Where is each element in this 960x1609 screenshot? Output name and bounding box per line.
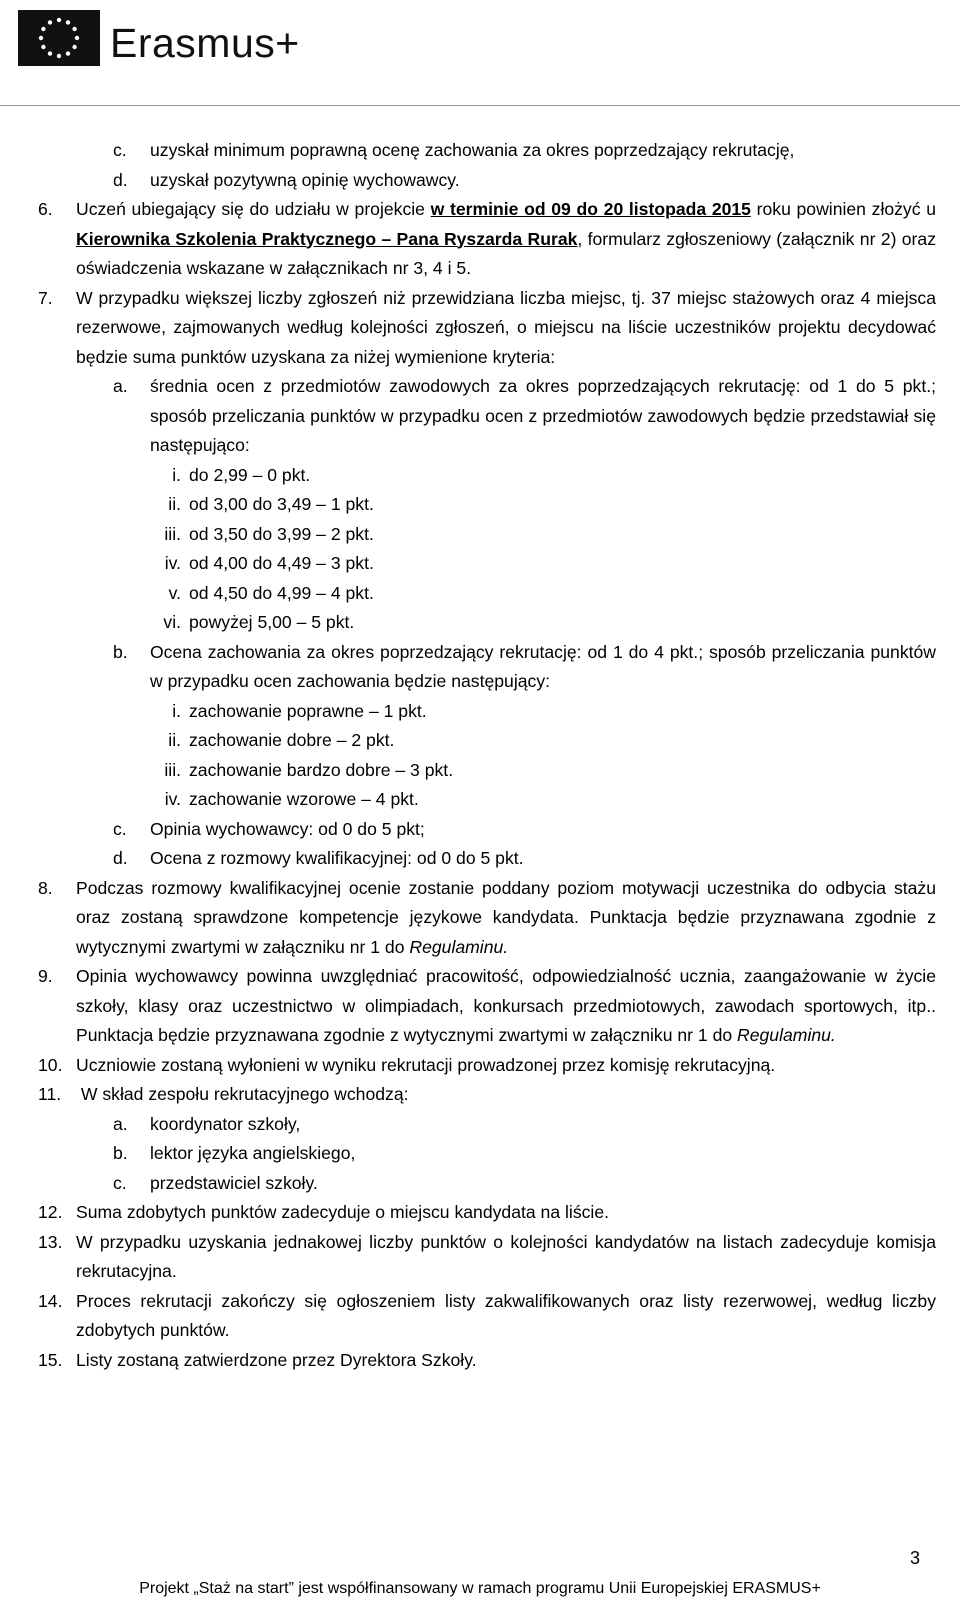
paragraph-9 bbox=[38, 962, 936, 1051]
list-item bbox=[38, 579, 936, 609]
paragraph-8 bbox=[38, 874, 936, 963]
item-marker: i. bbox=[172, 700, 181, 721]
list-item bbox=[38, 697, 936, 727]
item-marker: ii. bbox=[168, 730, 181, 750]
item-marker: ii. bbox=[168, 494, 181, 514]
item-text: od 3,50 do 3,99 – 2 pkt. bbox=[189, 523, 374, 544]
list-item bbox=[38, 756, 936, 786]
item-text: zachowanie poprawne – 1 pkt. bbox=[189, 700, 427, 721]
item-marker: 6. bbox=[38, 199, 53, 219]
item-text: Suma zdobytych punktów zadecyduje o miejscu kandydata na liście. bbox=[76, 1202, 609, 1222]
header-divider bbox=[0, 105, 960, 106]
item-text: uzyskał minimum poprawną ocenę zachowania za okres poprzedzający rekrutację, bbox=[150, 140, 795, 160]
list-item bbox=[38, 461, 936, 491]
item-text: do 2,99 – 0 pkt. bbox=[189, 464, 311, 485]
item-marker: c. bbox=[113, 818, 127, 839]
paragraph-15 bbox=[38, 1346, 936, 1376]
paragraph-7 bbox=[38, 284, 936, 373]
item-text: uzyskał pozytywną opinię wychowawcy. bbox=[150, 169, 460, 190]
item-text: Ocena zachowania za okres poprzedzający rekrutację: od 1 do 4 pkt.; sposób przeliczania punktów w przypadku ocen zachowania będzie następujący: bbox=[150, 641, 936, 691]
list-item bbox=[38, 638, 936, 697]
item-text: Opinia wychowawcy powinna uwzględniać pracowitość, odpowiedzialność ucznia, zaangażowanie w życie szkoły, klasy oraz uczestnictwo w olimpiadach, konkursach przedmiotowych, zawodach sportowych, itp.. Punktacja będzie przyznawana zgodnie z wytycznymi zwartymi w załączniku nr 1 do Regulaminu. bbox=[76, 966, 936, 1045]
item-marker: a. bbox=[113, 1113, 128, 1134]
item-marker: a. bbox=[113, 376, 128, 396]
item-marker: iii. bbox=[164, 523, 181, 544]
list-item bbox=[38, 549, 936, 579]
item-marker: 15. bbox=[38, 1349, 63, 1370]
item-text: średnia ocen z przedmiotów zawodowych za okres poprzedzających rekrutację: od 1 do 5 pkt.; sposób przeliczania punktów w przypadku ocen z przedmiotów zawodowych będzie przedstawiał się następująco: bbox=[150, 376, 936, 455]
item-text: zachowanie bardzo dobre – 3 pkt. bbox=[189, 759, 454, 780]
item-text: Podczas rozmowy kwalifikacyjnej ocenie zostanie poddany poziom motywacji uczestnika do odbycia stażu oraz zostaną sprawdzone kompetencje językowe kandydata. Punktacja będzie przyznawana zgodnie z wytycznymi zwartymi w załączniku nr 1 do Regulaminu. bbox=[76, 877, 936, 957]
item-marker: c. bbox=[113, 1172, 127, 1193]
item-marker: 12. bbox=[38, 1202, 63, 1222]
item-marker: b. bbox=[113, 1143, 128, 1163]
list-item bbox=[38, 1110, 936, 1140]
paragraph-12 bbox=[38, 1198, 936, 1228]
item-marker: i. bbox=[172, 464, 181, 485]
list-item bbox=[38, 1139, 936, 1169]
item-marker: 14. bbox=[38, 1290, 63, 1311]
list-item bbox=[38, 520, 936, 550]
item-marker: 9. bbox=[38, 966, 53, 986]
paragraph-11 bbox=[38, 1080, 936, 1110]
list-item bbox=[38, 166, 936, 196]
list-item bbox=[38, 785, 936, 815]
item-text: od 3,00 do 3,49 – 1 pkt. bbox=[189, 494, 374, 514]
eu-flag-icon bbox=[18, 10, 100, 66]
document-body bbox=[38, 136, 936, 1375]
item-text: Uczeń ubiegający się do udziału w projekcie w terminie od 09 do 20 listopada 2015 roku powinien złożyć u Kierownika Szkolenia Praktycznego – Pana Ryszarda Rurak, formularz zgłoszeniowy (załącznik nr 2) oraz oświadczenia wskazane w załącznikach nr 3, 4 i 5. bbox=[76, 199, 936, 278]
item-text: zachowanie dobre – 2 pkt. bbox=[189, 730, 395, 750]
item-marker: vi. bbox=[163, 612, 181, 632]
item-marker: 10. bbox=[38, 1054, 63, 1075]
paragraph-14 bbox=[38, 1287, 936, 1346]
paragraph-10 bbox=[38, 1051, 936, 1081]
item-text: koordynator szkoły, bbox=[150, 1113, 301, 1134]
item-marker: c. bbox=[113, 140, 127, 160]
item-marker: d. bbox=[113, 169, 128, 190]
item-text: W skład zespołu rekrutacyjnego wchodzą: bbox=[76, 1084, 409, 1104]
erasmus-logo bbox=[18, 10, 300, 66]
item-text: Proces rekrutacji zakończy się ogłoszeniem listy zakwalifikowanych oraz listy rezerwowej, według liczby zdobytych punktów. bbox=[76, 1290, 936, 1340]
item-text: Ocena z rozmowy kwalifikacyjnej: od 0 do 5 pkt. bbox=[150, 848, 524, 868]
item-marker: v. bbox=[168, 582, 181, 603]
page-footer: Projekt „Staż na start” jest współfinansowany w ramach programu Unii Europejskiej ERASMUS+ bbox=[139, 1580, 821, 1597]
item-text: zachowanie wzorowe – 4 pkt. bbox=[189, 789, 419, 809]
list-item bbox=[38, 490, 936, 520]
list-item bbox=[38, 844, 936, 874]
page-number: 3 bbox=[910, 1548, 921, 1568]
item-text: lektor języka angielskiego, bbox=[150, 1143, 356, 1163]
list-item bbox=[38, 372, 936, 461]
item-marker: 7. bbox=[38, 287, 53, 308]
item-text: Opinia wychowawcy: od 0 do 5 pkt; bbox=[150, 818, 425, 839]
list-item bbox=[38, 815, 936, 845]
list-item bbox=[38, 726, 936, 756]
item-text: przedstawiciel szkoły. bbox=[150, 1172, 318, 1193]
item-marker: iv. bbox=[164, 789, 181, 809]
item-marker: 8. bbox=[38, 877, 53, 898]
brand-name: Erasmus+ bbox=[110, 20, 300, 66]
paragraph-6 bbox=[38, 195, 936, 284]
item-marker: d. bbox=[113, 848, 128, 868]
item-marker: iii. bbox=[164, 759, 181, 780]
item-marker: b. bbox=[113, 641, 128, 662]
item-text: od 4,00 do 4,49 – 3 pkt. bbox=[189, 553, 374, 573]
item-text: W przypadku większej liczby zgłoszeń niż przewidziana liczba miejsc, tj. 37 miejsc stażowych oraz 4 miejsca rezerwowe, zajmowanych według kolejności zgłoszeń, o miejscu na liście uczestników projektu decydować będzie suma punktów uzyskana za niżej wymienione kryteria: bbox=[76, 287, 936, 367]
list-item bbox=[38, 1169, 936, 1199]
item-marker: iv. bbox=[164, 553, 181, 573]
item-text: Listy zostaną zatwierdzone przez Dyrektora Szkoły. bbox=[76, 1349, 477, 1370]
item-marker: 11. bbox=[38, 1084, 62, 1104]
list-item bbox=[38, 608, 936, 638]
item-marker: 13. bbox=[38, 1231, 63, 1252]
item-text: od 4,50 do 4,99 – 4 pkt. bbox=[189, 582, 374, 603]
paragraph-13 bbox=[38, 1228, 936, 1287]
item-text: Uczniowie zostaną wyłonieni w wyniku rekrutacji prowadzonej przez komisję rekrutacyjną. bbox=[76, 1054, 776, 1075]
list-item bbox=[38, 136, 936, 166]
item-text: powyżej 5,00 – 5 pkt. bbox=[189, 612, 355, 632]
item-text: W przypadku uzyskania jednakowej liczby punktów o kolejności kandydatów na listach zadecyduje komisja rekrutacyjna. bbox=[76, 1231, 936, 1281]
